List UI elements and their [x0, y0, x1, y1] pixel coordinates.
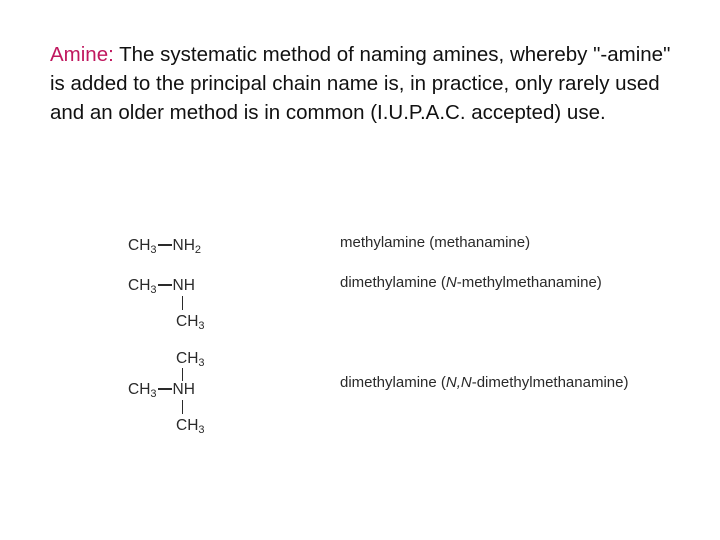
- intro-paragraph: [50, 40, 690, 127]
- formula-dimethylamine: $CH_3$ NH: [128, 277, 195, 296]
- single-bond: [158, 388, 172, 389]
- formula-substituent-top: $CH_3$: [176, 350, 205, 369]
- single-bond: [158, 244, 172, 245]
- single-bond-vertical: [182, 368, 183, 381]
- name-dimethylamine: dimethylamine (N-methylmethanamine): [340, 274, 602, 291]
- name-dimethylmethanamine: dimethylamine (N,N-dimethylmethanamine): [340, 374, 629, 391]
- name-methylamine: methylamine (methanamine): [340, 234, 531, 251]
- formula-dimethylamine-substituent: $CH_3$: [176, 313, 205, 332]
- single-bond: [158, 284, 172, 285]
- formula-substituent-bottom: $CH_3$: [176, 417, 205, 436]
- definition-term: Amine:: [50, 43, 114, 66]
- formula-dimethylmethanamine: $CH_3$ NH: [128, 381, 195, 400]
- single-bond-vertical: [182, 400, 183, 414]
- formula-methylamine: $CH_3$ $NH_2$: [128, 237, 202, 256]
- definition-text: The systematic method of naming amines, whereby "-amine" is added to the principal chain name is, in practice, only rarely used and an older method is in common (I.U.P.A.C. accepted) use.: [50, 43, 671, 124]
- single-bond-vertical: [182, 296, 183, 310]
